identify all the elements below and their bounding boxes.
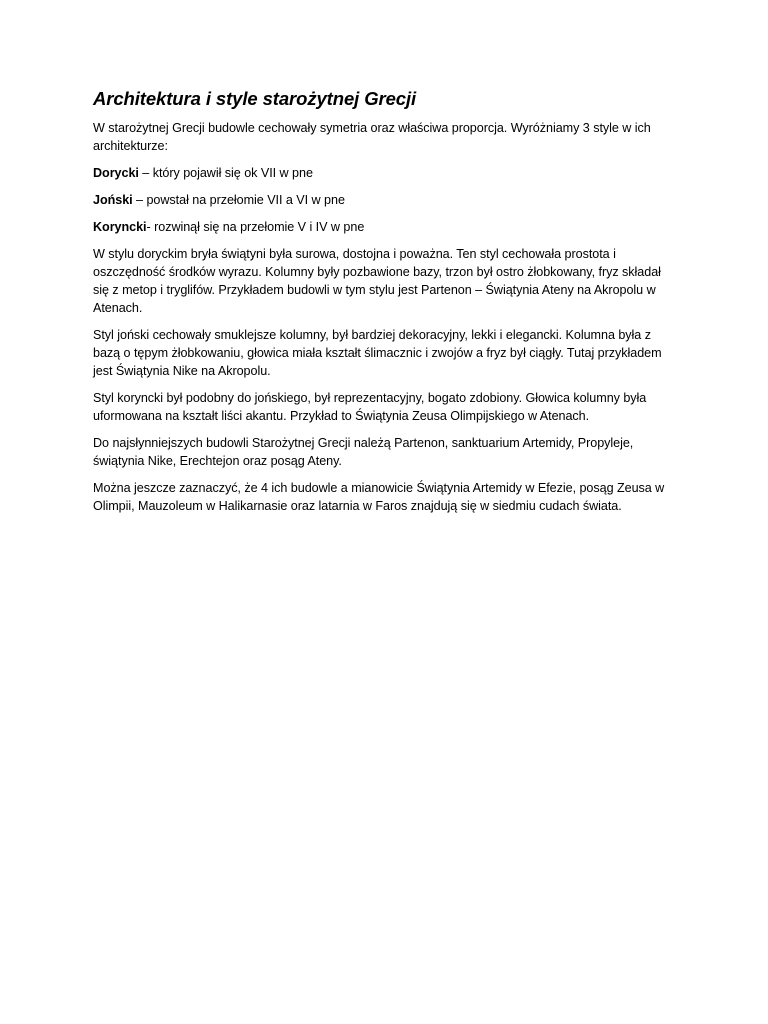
paragraph-corinthian-style: Styl koryncki był podobny do jońskiego, był reprezentacyjny, bogato zdobiony. Głowica kolumny była uformowana na kształt liści akantu. Przykład to Świątynia Zeusa Olimpijskiego w Atenach. <box>93 391 647 423</box>
paragraph-famous-buildings: Do najsłynniejszych budowli Starożytnej Grecji należą Partenon, sanktuarium Artemidy, Propyleje, świątynia Nike, Erechtejon oraz posąg Ateny. <box>93 436 634 468</box>
paragraph-ionic-style: Styl joński cechowały smuklejsze kolumny, był bardziej dekoracyjny, lekki i elegancki. Kolumna była z bazą o tępym żłobkowaniu, głowica miała kształt ślimacznic i zwojów a fryz był ciągły. Tutaj przykładem jest Świątynia Nike na Akropolu. <box>93 328 662 378</box>
style-name: Dorycki <box>93 166 139 180</box>
document-title: Architektura i style starożytnej Grecji <box>93 88 417 109</box>
document-body <box>93 86 678 524</box>
style-item-doric <box>93 164 678 182</box>
style-name: Koryncki <box>93 220 147 234</box>
style-item-corinthian <box>93 218 678 236</box>
paragraph-doric-style: W stylu doryckim bryła świątyni była surowa, dostojna i poważna. Ten styl cechowała prostota i oszczędność środków wyrazu. Kolumny były pozbawione bazy, trzon był ostro żłobkowany, fryz składał się z metop i tryglifów. Przykładem budowli w tym stylu jest Partenon – Świątynia Ateny na Akropolu w Atenach. <box>93 247 661 315</box>
style-description: - rozwinął się na przełomie V i IV w pne <box>146 220 365 234</box>
style-description: – powstał na przełomie VII a VI w pne <box>132 193 345 207</box>
style-description: – który pojawił się ok VII w pne <box>138 166 313 180</box>
style-name: Joński <box>93 193 133 207</box>
paragraph-seven-wonders: Można jeszcze zaznaczyć, że 4 ich budowle a mianowicie Świątynia Artemidy w Efezie, posąg Zeusa w Olimpii, Mauzoleum w Halikarnasie oraz latarnia w Faros znajdują się w siedmiu cudach świata. <box>93 481 665 513</box>
intro-paragraph: W starożytnej Grecji budowle cechowały symetria oraz właściwa proporcja. Wyróżniamy 3 style w ich architekturze: <box>93 121 651 153</box>
style-item-ionic <box>93 191 678 209</box>
